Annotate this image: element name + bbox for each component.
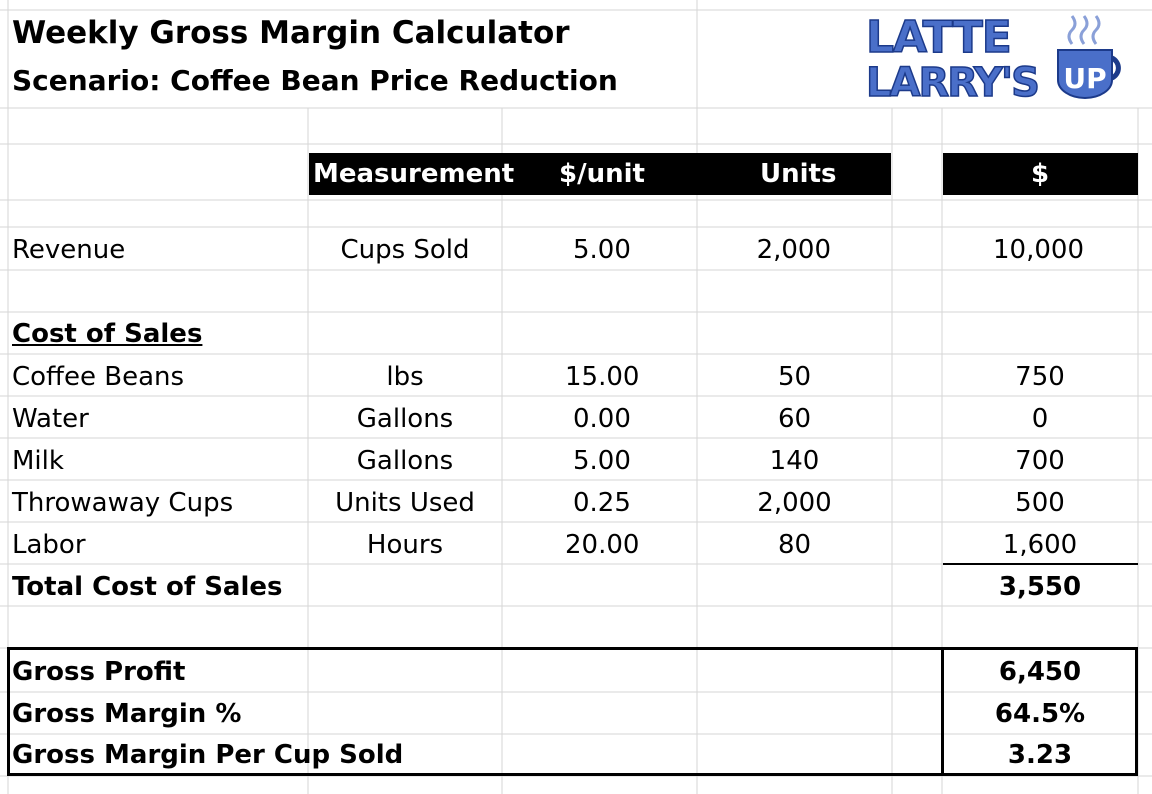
gross-margin-pct-value: 64.5% <box>994 699 1086 729</box>
logo-line2: LARRY'S <box>866 60 1038 106</box>
cost-row-label: Throwaway Cups <box>12 488 234 518</box>
cost-row-per-unit: 0.00 <box>573 404 631 434</box>
header-dollars: $ <box>1031 159 1050 189</box>
logo-line1: LATTE <box>866 12 1011 63</box>
cost-row-per-unit: 0.25 <box>573 488 631 518</box>
cost-row-dollars: 1,600 <box>1002 530 1078 560</box>
cost-row-measurement: Gallons <box>356 404 454 434</box>
revenue-measurement: Cups Sold <box>340 235 470 265</box>
cost-row-dollars: 500 <box>1015 488 1065 518</box>
revenue-dollars: 10,000 <box>993 235 1084 265</box>
cost-row-per-unit: 15.00 <box>565 362 640 392</box>
header-bar <box>309 153 891 195</box>
cost-row-label: Water <box>12 404 89 434</box>
header-dollars-bar <box>943 153 1138 195</box>
cost-row-per-unit: 20.00 <box>565 530 640 560</box>
cost-of-sales-heading: Cost of Sales <box>12 319 203 349</box>
gross-profit-value: 6,450 <box>998 657 1082 687</box>
header-per-unit: $/unit <box>559 159 645 189</box>
cost-row-label: Milk <box>12 446 64 476</box>
logo-cup-text: UP <box>1063 62 1107 95</box>
gross-margin-per-cup-value: 3.23 <box>1007 740 1073 770</box>
cost-row-dollars: 700 <box>1015 446 1065 476</box>
revenue-label: Revenue <box>12 235 126 265</box>
cost-row-measurement: lbs <box>386 362 424 392</box>
gross-profit-label: Gross Profit <box>12 657 186 687</box>
cost-row-dollars: 0 <box>1031 404 1049 434</box>
cost-row-units: 140 <box>769 446 820 476</box>
latte-larrys-logo <box>858 8 1148 108</box>
gross-margin-per-cup-label: Gross Margin Per Cup Sold <box>12 740 404 770</box>
header-units: Units <box>760 159 837 189</box>
subtotal-underline <box>943 563 1138 565</box>
total-cost-dollars: 3,550 <box>998 572 1082 602</box>
revenue-per-unit: 5.00 <box>573 235 631 265</box>
cost-row-label: Labor <box>12 530 86 560</box>
cost-row-label: Coffee Beans <box>12 362 185 392</box>
cost-row-units: 50 <box>777 362 812 392</box>
coffee-cup-icon <box>1058 16 1118 98</box>
total-cost-label: Total Cost of Sales <box>12 572 283 602</box>
cost-row-measurement: Gallons <box>356 446 454 476</box>
gross-margin-pct-label: Gross Margin % <box>12 699 242 729</box>
cost-row-units: 60 <box>777 404 812 434</box>
cost-row-per-unit: 5.00 <box>573 446 631 476</box>
page-title: Weekly Gross Margin Calculator <box>12 15 570 51</box>
page-subtitle: Scenario: Coffee Bean Price Reduction <box>12 64 618 97</box>
cost-row-measurement: Units Used <box>335 488 475 518</box>
cost-row-dollars: 750 <box>1015 362 1065 392</box>
revenue-units: 2,000 <box>756 235 831 265</box>
cost-row-units: 2,000 <box>757 488 832 518</box>
header-measurement: Measurement <box>313 159 515 189</box>
cost-row-units: 80 <box>777 530 812 560</box>
cost-row-measurement: Hours <box>366 530 444 560</box>
